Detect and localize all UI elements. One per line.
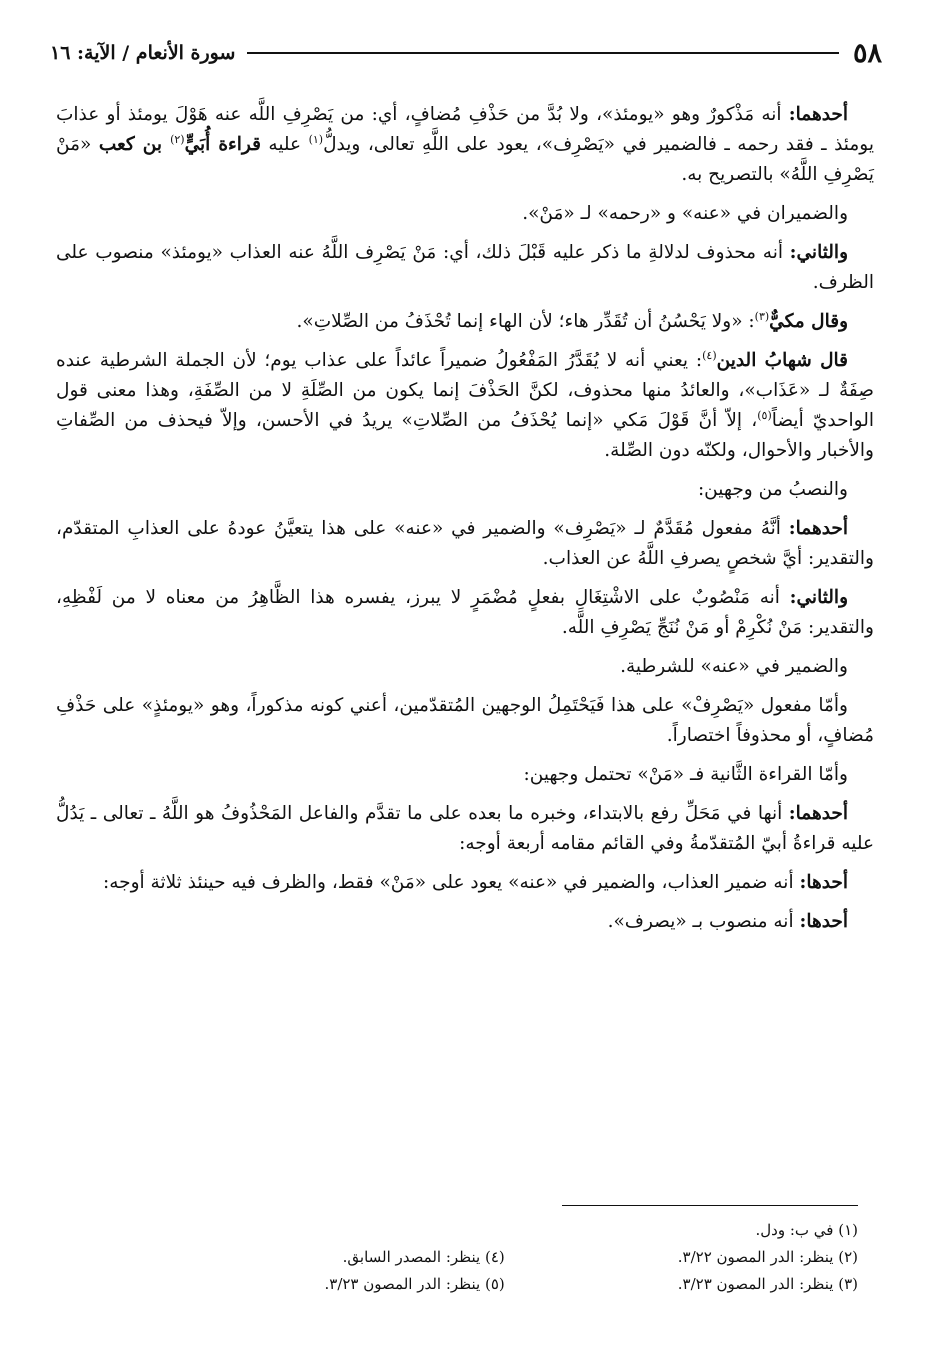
paragraph-text: والضميران في «عنه» و «رحمه» لـ «مَنْ».: [522, 203, 848, 224]
paragraph-first-view: [56, 907, 874, 937]
paragraph: [56, 199, 874, 229]
paragraph-lead: أحدها:: [799, 872, 848, 893]
paragraph-first-view: [56, 868, 874, 898]
paragraph-text: ، إلاّ أنَّ قَوْلَ مَكي «إنما يُحْذَفُ من الصِّلاتِ» يريدُ في الأحسن، وإلاّ فيحذف من الصِّفاتِ والأخبار والأحوال، ولكنّه دون الصِّلة.: [56, 410, 874, 461]
paragraph-lead: والثاني:: [789, 242, 848, 263]
paragraph: [56, 652, 874, 682]
paragraph-text: : يعني أنه لا يُقَدَّرُ المَفْعُولُ ضميراً عائداً على عذاب يوم؛ لأن الجملة الشرطية عنده صِفَةٌ لـ «عَذَاب»، والعائدُ منها محذوف، لكنَّ الحَذْفَ إنما يكون من الصِّلَةِ لا من الصِّفَةِ، وهذا معنى قول الواحديّ أيضاً: [56, 350, 874, 431]
footnote-3: (٣) ينظر: الدر المصون ٣/٢٣.: [677, 1275, 858, 1293]
main-text: [56, 100, 874, 946]
paragraph-first-aspect: [56, 514, 874, 574]
paragraph-text: أنه منصوب بـ «يصرف».: [607, 911, 800, 932]
paragraph-text: «مَنْ يَصْرِفِ اللَّهُ» بالتصريح به.: [56, 134, 874, 185]
paragraph-text: : «ولا يَحْسُنُ أن تُقَدِّر هاء؛ لأن الهاء إنما تُحْذَفُ من الصِّلاتِ».: [296, 311, 755, 332]
paragraph-second-aspect: [56, 583, 874, 643]
paragraph-text: والنصبُ من وجهين:: [697, 479, 848, 500]
footnote-4: (٤) ينظر: المصدر السابق.: [342, 1248, 505, 1266]
bold-phrase: بن كعب: [98, 134, 171, 155]
footnote-1: (١) في ب: ودل.: [755, 1221, 858, 1239]
paragraph-text: أنه ضمير العذاب، والضمير في «عنه» يعود على «مَنْ» فقط، والظرف فيه حينئذ ثلاثة أوجه:: [103, 872, 800, 893]
paragraph-text: أنه محذوف لدلالةِ ما ذكر عليه قَبْلَ ذلك، أي: مَنْ يَصْرِف اللَّهُ عنه العذاب «يومئذ» منصوب على الظرف.: [56, 242, 874, 293]
paragraph-lead: أحدهما:: [788, 104, 848, 125]
paragraph-first-aspect: [56, 799, 874, 859]
footnote-2: (٢) ينظر: الدر المصون ٣/٢٢.: [677, 1248, 858, 1266]
footnote-5: (٥) ينظر: الدر المصون ٣/٢٣.: [324, 1275, 505, 1293]
footnote-ref: (١): [308, 132, 324, 146]
header-rule: [247, 52, 839, 54]
paragraph-lead: والثاني:: [789, 587, 848, 608]
paragraph-text: أنها في مَحَلِّ رفع بالابتداء، وخبره ما بعده على ما تقدَّم والفاعل المَحْذُوفُ هو اللَّهُ ـ تعالى ـ يَدُلُّ عليه قراءةُ أبيّ المُتقدّمةُ وفي القائم مقامه أربعة أوجه:: [56, 803, 874, 854]
footnote-row: [90, 1244, 858, 1271]
paragraph-shihab-aldin: [56, 346, 874, 466]
page-number: ٥٨: [852, 37, 882, 69]
footnote-separator: [562, 1205, 858, 1206]
paragraph-text: أنه مَنْصُوبٌ على الاشْتِغَالِ بفعلٍ مُضْمَرٍ لا يبرز، يفسره هذا الظَّاهِرُ من معناه لا من لَفْظِهِ، والتقدير: مَنْ نُكْرِمْ أو مَنْ نُنَجِّ يَصْرِفِ اللَّه.: [56, 587, 874, 638]
paragraph-text: عليه: [260, 134, 309, 155]
paragraph-second-aspect: [56, 238, 874, 298]
footnote-ref: (٥): [757, 408, 772, 422]
paragraph-lead: أحدها:: [799, 911, 848, 932]
paragraph: [56, 691, 874, 751]
paragraph-text: وأمّا القراءة الثَّانية فـ «مَنْ» تحتمل وجهين:: [523, 764, 848, 785]
footnote-row: [90, 1217, 858, 1244]
paragraph-text: أنَّهُ مفعول مُقَدَّمٌ لـ «يَصْرِف» والضمير في «عنه» على هذا يتعيَّنُ عودهُ على العذابِ المتقدّم، والتقدير: أيَّ شخصٍ يصرفِ اللَّهُ عن العذاب.: [56, 518, 874, 569]
paragraph-makki: [56, 307, 874, 337]
footnote-ref: (٤): [702, 348, 717, 362]
footnotes: [90, 1217, 858, 1298]
paragraph-text: وأمّا مفعول «يَصْرِفْ» على هذا فَيَحْتَمِلُ الوجهين المُتقدّمين، أعني كونه مذكوراً، وهو «يومئذٍ» على حَذْفِ مُضافٍ، أو محذوفاً اختصاراً.: [56, 695, 874, 746]
paragraph-first-aspect: [56, 100, 874, 190]
footnote-ref: (٢): [170, 132, 185, 146]
paragraph-lead: أحدهما:: [788, 803, 848, 824]
paragraph: [56, 760, 874, 790]
running-header: [50, 36, 882, 70]
paragraph-text: والضمير في «عنه» للشرطية.: [620, 656, 848, 677]
paragraph-text: أنه مَذْكورٌ وهو «يومئذ»، ولا بُدَّ من حَذْفِ مُضافٍ، أي: من يَصْرِفِ اللَّه عنه هَوْلَ يومئذ أو عذابَ يومئذ ـ فقد رحمه ـ فالضمير في «يَصْرِف»، يعود على اللَّهِ تعالى، ويدلُّ: [56, 104, 874, 155]
paragraph-lead: وقال مكيٌّ: [769, 311, 848, 332]
paragraph-lead: أحدهما:: [788, 518, 848, 539]
footnote-ref: (٣): [754, 309, 770, 323]
paragraph-lead: قال شهابُ الدين: [716, 350, 848, 371]
footnote-row: [90, 1271, 858, 1298]
bold-phrase: قراءة أُبَيٍّ: [184, 134, 261, 155]
surah-verse-label: سورة الأنعام / الآية: ١٦: [50, 42, 236, 64]
paragraph: [56, 475, 874, 505]
